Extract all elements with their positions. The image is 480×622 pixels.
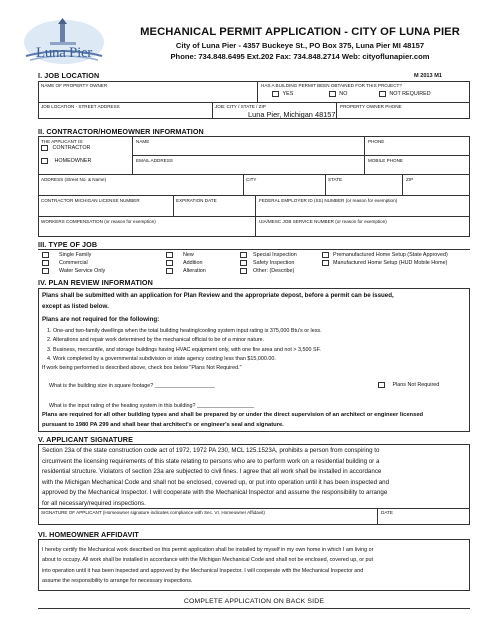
job-city-value[interactable]: Luna Pier, Michigan 48157 bbox=[248, 110, 336, 119]
plans-not-required-option bbox=[378, 382, 439, 388]
section-heading-job-location: I. JOB LOCATION bbox=[38, 71, 100, 80]
plan-exemption-item: 3. Business, mercantile, and storage buildings having HVAC equipment only, with one fire area and not > 3,500 SF. bbox=[47, 346, 321, 353]
sqft-question[interactable]: What is the building size in square footage? ____________________ bbox=[49, 383, 215, 389]
permit-not-required-checkbox[interactable] bbox=[379, 91, 386, 97]
heating-rating-question[interactable]: What is the input rating of the heating system in this building? ___________________ bbox=[49, 403, 254, 409]
contractor-phone-field[interactable] bbox=[366, 144, 468, 154]
water-service-checkbox[interactable] bbox=[42, 268, 49, 274]
signature-statement-line: approved by the Mechanical Inspector. I will cooperate with the Mechanical Inspector and assume the responsibility to arrange bbox=[42, 489, 388, 497]
water-service-label: Water Service Only bbox=[59, 268, 106, 275]
signature-statement-line: for all necessary/required inspections. bbox=[42, 499, 146, 507]
job-city-label: JOB: CITY / STATE / ZIP bbox=[215, 104, 266, 109]
plans-not-required-label: Plans Not Required bbox=[392, 382, 440, 389]
applicant-signature-label: SIGNATURE OF APPLICANT (Homeowner signature indicates compliance with Sec. VI. Homeowner Affidavit) bbox=[41, 510, 265, 515]
safety-inspection-label: Safety Inspection bbox=[253, 260, 295, 267]
uia-field[interactable] bbox=[257, 225, 468, 236]
job-type-option bbox=[166, 259, 236, 267]
fein-field[interactable] bbox=[257, 204, 468, 215]
job-type-option bbox=[240, 267, 325, 275]
homeowner-option-label: HOMEOWNER bbox=[54, 158, 92, 164]
contractor-zip-label: ZIP bbox=[406, 177, 414, 182]
contractor-option-label: CONTRACTOR bbox=[52, 145, 91, 151]
owner-phone-field[interactable] bbox=[338, 109, 468, 118]
permit-yes-label: YES bbox=[282, 91, 294, 98]
contractor-address-label: ADDRESS (Street No. & Name) bbox=[41, 177, 107, 182]
safety-inspection-checkbox[interactable] bbox=[240, 260, 247, 266]
job-type-option bbox=[42, 267, 152, 275]
contractor-checkbox[interactable] bbox=[41, 145, 48, 151]
contractor-phone-label: PHONE bbox=[368, 139, 385, 144]
new-checkbox[interactable] bbox=[166, 252, 173, 258]
mobile-label: MOBILE PHONE bbox=[368, 158, 403, 163]
single-family-checkbox[interactable] bbox=[42, 252, 49, 258]
job-type-option bbox=[240, 251, 325, 259]
plan-exemption-item: 1. One-and two-family dwellings when the total building heating/cooling system input rating is 375,000 Btu's or less. bbox=[47, 328, 322, 334]
license-number-label: CONTRACTOR MICHIGAN LICENSE NUMBER bbox=[41, 198, 140, 203]
contractor-zip-field[interactable] bbox=[404, 183, 468, 194]
addition-checkbox[interactable] bbox=[166, 260, 173, 266]
applicant-contractor-option bbox=[41, 144, 90, 152]
other-label: Other: (Describe) bbox=[253, 268, 295, 275]
logo-text: Luna Pier bbox=[35, 45, 93, 61]
property-owner-field[interactable] bbox=[40, 88, 254, 101]
signature-statement-line: with the Michigan Mechanical Code and shall not be enclosed, covered up, or put into operation until it has been inspected and bbox=[42, 478, 390, 486]
applicant-is-label: THE APPLICANT IS: bbox=[41, 139, 84, 144]
job-type-col3 bbox=[240, 251, 325, 276]
applicant-signature-field[interactable] bbox=[40, 516, 375, 524]
city-address: City of Luna Pier - 4357 Buckeye St., PO Box 375, Luna Pier MI 48157 bbox=[175, 41, 425, 50]
contractor-name-field[interactable] bbox=[134, 144, 362, 154]
email-label: EMAIL ADDRESS bbox=[136, 158, 173, 163]
permit-no-label: NO bbox=[339, 91, 348, 98]
plan-review-intro-line2: except as listed below. bbox=[42, 303, 109, 310]
signature-statement-line: circumvent the licensing requirements of this state relating to persons who are to perform work on a residential building or a bbox=[42, 457, 380, 465]
section-heading-signature: V. APPLICANT SIGNATURE bbox=[38, 435, 133, 444]
signature-statement-line: residential structure. Violators of section 23a are subjected to civil fines. I agree that all work shall be installed in accordance bbox=[42, 468, 382, 476]
section-heading-plan-review: IV. PLAN REVIEW INFORMATION bbox=[38, 278, 153, 287]
email-field[interactable] bbox=[134, 163, 362, 173]
special-inspection-checkbox[interactable] bbox=[240, 252, 247, 258]
permit-yes-checkbox[interactable] bbox=[272, 91, 279, 97]
form-title: MECHANICAL PERMIT APPLICATION - CITY OF LUNA PIER bbox=[140, 26, 460, 38]
job-type-option bbox=[42, 259, 152, 267]
exempt-note: If work being performed is described above, check box below "Plans Not Required." bbox=[42, 365, 242, 371]
building-permit-question: HAS A BUILDING PERMIT BEEN OBTAINED FOR THIS PROJECT? bbox=[261, 83, 402, 88]
other-checkbox[interactable] bbox=[240, 268, 247, 274]
expiration-date-field[interactable] bbox=[175, 204, 253, 215]
affidavit-line: I hereby certify the Mechanical work described on this permit application shall be installed by myself in my own home in which I am living or bbox=[42, 547, 374, 553]
single-family-label: Single Family bbox=[59, 252, 92, 258]
workers-comp-field[interactable] bbox=[40, 225, 253, 236]
back-side-notice: COMPLETE APPLICATION ON BACK SIDE bbox=[183, 598, 325, 605]
addition-label: Addition bbox=[183, 260, 203, 267]
uia-label: UIA/MESC JOB SERVICE NUMBER (or reason for exemption) bbox=[259, 219, 387, 224]
form-code: M 2013 M1 bbox=[414, 73, 442, 79]
job-type-option bbox=[240, 259, 325, 267]
applicant-homeowner-option bbox=[41, 157, 91, 165]
job-type-col2 bbox=[166, 251, 236, 276]
license-number-field[interactable] bbox=[40, 204, 171, 215]
contractor-name-label: NAME bbox=[136, 139, 150, 144]
signature-date-label: DATE bbox=[381, 510, 393, 515]
plan-exemption-item: 4. Work completed by a governmental subdivision or state agency costing less than $15,000.00. bbox=[47, 356, 276, 363]
alteration-label: Alteration bbox=[183, 268, 206, 275]
plans-not-required-heading: Plans are not required for the following: bbox=[42, 316, 160, 323]
job-type-col1 bbox=[42, 251, 152, 276]
job-type-option bbox=[42, 251, 152, 259]
plans-not-required-checkbox[interactable] bbox=[378, 382, 385, 388]
architect-requirement-line2: pursuant to 1980 PA 299 and shall bear that architect's or engineer's seal and signature. bbox=[42, 422, 284, 428]
premanufactured-home-label: Premanufactured Home Setup (State Approved) bbox=[333, 252, 448, 258]
affidavit-line: assume the responsibility to arrange for necessary inspections. bbox=[42, 578, 193, 585]
permit-not-required-label: NOT REQUIRED bbox=[389, 91, 431, 98]
property-owner-label: NAME OF PROPERTY OWNER bbox=[41, 83, 108, 88]
permit-options bbox=[272, 91, 431, 97]
job-street-field[interactable] bbox=[40, 109, 210, 118]
job-type-option bbox=[166, 251, 236, 259]
contractor-city-field[interactable] bbox=[245, 183, 323, 194]
section-heading-job-type: III. TYPE OF JOB bbox=[38, 240, 98, 249]
job-type-col4 bbox=[322, 251, 470, 267]
contractor-state-label: STATE bbox=[328, 177, 343, 182]
workers-comp-label: WORKERS COMPENSATION (or reason for exemption) bbox=[41, 219, 156, 224]
signature-statement bbox=[42, 446, 389, 510]
contractor-address-field[interactable] bbox=[40, 183, 241, 194]
homeowner-checkbox[interactable] bbox=[41, 158, 48, 164]
signature-statement-line: Section 23a of the state construction code act of 1972, 1972 PA 230, MCL 125.1523A, prohibits a person from conspiring to bbox=[42, 447, 380, 454]
architect-requirement-line1: Plans are required for all other building types and shall be prepared by or under the direct supervision of an architect or engineer licensed bbox=[42, 412, 424, 418]
fein-label: FEDERAL EMPLOYER ID (SS) NUMBER (or reason for exemption) bbox=[259, 198, 398, 203]
permit-no-checkbox[interactable] bbox=[329, 91, 336, 97]
contractor-state-field[interactable] bbox=[327, 183, 400, 194]
commercial-label: Commercial bbox=[59, 260, 88, 267]
section-heading-contractor: II. CONTRACTOR/HOMEOWNER INFORMATION bbox=[38, 127, 204, 136]
affidavit-line: about to occupy. All work shall be installed in accordance with the Michigan Mechanical Code and shall not be enclosed, covered up, or put bbox=[42, 557, 374, 564]
plan-exemption-item: 2. Alterations and repair work determined by the mechanical official to be of a minor nature. bbox=[47, 337, 265, 344]
city-contact: Phone: 734.848.6495 Ext.202 Fax: 734.848.2714 Web: cityoflunapier.com bbox=[170, 52, 430, 61]
owner-phone-label: PROPERTY OWNER PHONE bbox=[340, 104, 402, 109]
premanufactured-home-checkbox[interactable] bbox=[322, 252, 329, 258]
manufactured-home-checkbox[interactable] bbox=[322, 260, 329, 266]
affidavit-statement bbox=[42, 545, 373, 587]
affidavit-line: into operation until it has been inspected and approved by the Mechanical Inspector. I will cooperate with the Mechanical Inspector and bbox=[42, 567, 364, 574]
plan-review-intro-line1: Plans shall be submitted with an application for Plan Review and the appropriate depost, before a permit can be issued, bbox=[42, 292, 394, 299]
plan-exemption-list bbox=[47, 327, 322, 365]
special-inspection-label: Special Inspection bbox=[253, 252, 297, 258]
job-street-label: JOB LOCATION - STREET ADDRESS bbox=[41, 104, 120, 109]
job-type-option bbox=[166, 267, 236, 275]
commercial-checkbox[interactable] bbox=[42, 260, 49, 266]
signature-date-field[interactable] bbox=[379, 516, 468, 524]
job-type-option bbox=[322, 251, 470, 259]
expiration-date-label: EXPIRATION DATE bbox=[176, 198, 217, 203]
alteration-checkbox[interactable] bbox=[166, 268, 173, 274]
city-logo bbox=[20, 16, 108, 68]
section-heading-affidavit: VI. HOMEOWNER AFFIDAVIT bbox=[38, 530, 139, 539]
contractor-city-label: CITY bbox=[246, 177, 257, 182]
manufactured-home-label: Manufactured Home Setup (HUD Mobile Home) bbox=[333, 260, 448, 267]
new-label: New bbox=[183, 252, 194, 258]
mobile-field[interactable] bbox=[366, 163, 468, 173]
job-type-option bbox=[322, 259, 470, 267]
